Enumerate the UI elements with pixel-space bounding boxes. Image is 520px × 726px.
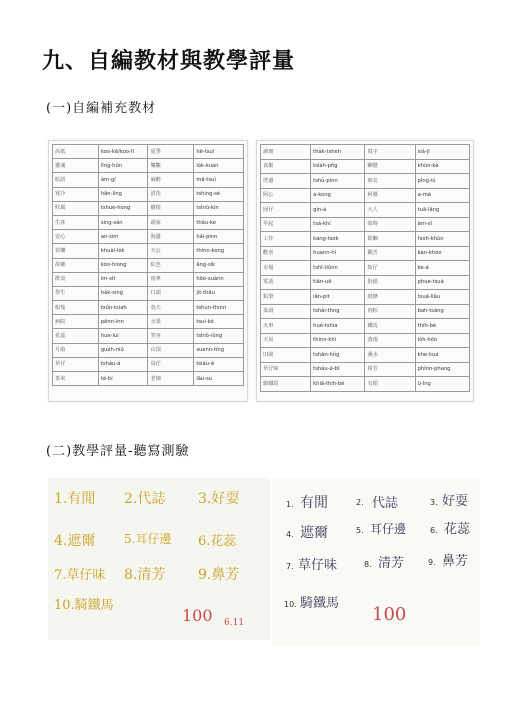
- vocab-romanization-cell: hân-líng: [98, 187, 148, 201]
- vocab-word-cell: 溪水: [365, 348, 415, 363]
- vocab-word-cell: 騎鐵馬: [261, 377, 311, 392]
- dictation-word: 草仔味: [298, 558, 338, 573]
- vocab-word-cell: 落雨: [365, 333, 415, 348]
- score-mark: 100: [372, 604, 407, 625]
- vocab-romanization-cell: hue-luí: [98, 329, 148, 343]
- vocab-word-cell: 海邊: [148, 230, 194, 244]
- vocab-word-cell: 電話: [261, 275, 311, 290]
- section-heading-materials: (一)自編補充教材: [46, 101, 157, 116]
- vocab-word-cell: 艱苦: [365, 246, 415, 261]
- vocab-romanization-cell: iân-pit: [311, 290, 365, 305]
- vocab-word-cell: 日頭: [148, 286, 194, 300]
- vocab-romanization-cell: tsá-khí: [311, 217, 365, 232]
- vocab-romanization-cell: thinn-kong: [194, 244, 244, 258]
- vocab-word-cell: 批紙: [365, 275, 415, 290]
- vocab-word-cell: 紅色: [148, 258, 194, 272]
- table-row: [53, 286, 244, 300]
- vocab-table: [260, 144, 470, 392]
- vocab-romanization-cell: thih-bé: [415, 319, 469, 334]
- vocab-word-cell: 清洗: [148, 187, 194, 201]
- vocab-romanization-cell: an-sim: [98, 230, 148, 244]
- vocab-romanization-cell: hōo-suànn: [194, 272, 244, 286]
- vocab-romanization-cell: thinn-khì: [311, 333, 365, 348]
- vocab-romanization-cell: phīnn-phang: [415, 362, 469, 377]
- vocab-romanization-cell: tha̍k-tsheh: [311, 145, 365, 160]
- section-heading-dictation: (二)教學評量-聽寫測驗: [46, 444, 190, 459]
- vocab-word-cell: 市場: [261, 261, 311, 276]
- vocab-word-cell: 生產: [53, 215, 99, 229]
- item-number: 4.: [286, 530, 294, 539]
- vocab-word-cell: 早起: [261, 217, 311, 232]
- vocab-romanization-cell: hué-tshia: [311, 319, 365, 334]
- vocab-table-left: [48, 140, 248, 402]
- vocab-romanization-cell: tsia̍h-pn̄g: [311, 159, 365, 174]
- vocab-romanization-cell: khuài-lo̍k: [98, 244, 148, 258]
- vocab-word-cell: 睏覺: [365, 159, 415, 174]
- vocab-word-cell: 鐵馬: [365, 319, 415, 334]
- dictation-word: 9.鼻芳: [198, 567, 240, 583]
- vocab-word-cell: 安心: [53, 230, 99, 244]
- vocab-word-cell: 寒冷: [53, 187, 99, 201]
- dictation-scan-right: [272, 478, 480, 646]
- table-row: [53, 357, 244, 371]
- dictation-word: 鼻芳: [442, 554, 469, 569]
- vocab-word-cell: 月娘: [53, 343, 99, 357]
- vocab-word-cell: 頭家: [148, 215, 194, 229]
- table-row: [53, 159, 244, 173]
- vocab-word-cell: 火車: [261, 319, 311, 334]
- vocab-romanization-cell: tsiáu-á: [194, 357, 244, 371]
- vocab-romanization-cell: tsuá-liâu: [415, 290, 469, 305]
- dictation-word: 1.有閒: [54, 491, 96, 507]
- vocab-word-cell: 樂觀: [148, 159, 194, 173]
- vocab-romanization-cell: bah-tsàng: [415, 304, 469, 319]
- vocab-word-cell: 鼻芳: [365, 362, 415, 377]
- vocab-word-cell: 歡喜: [261, 246, 311, 261]
- vocab-word-cell: 吹風: [53, 201, 99, 215]
- vocab-romanization-cell: ím-si̍t: [98, 272, 148, 286]
- table-row: [261, 377, 470, 392]
- vocab-word-cell: 春天: [148, 301, 194, 315]
- vocab-romanization-cell: khùn-kà: [415, 159, 469, 174]
- dictation-scan-left: [48, 478, 270, 640]
- vocab-romanization-cell: tshài-thng: [311, 304, 365, 319]
- vocab-romanization-cell: tshân-hn̂g: [311, 348, 365, 363]
- vocab-romanization-cell: àm-gí: [98, 173, 148, 187]
- vocab-romanization-cell: kòo-hiong: [98, 258, 148, 272]
- item-number: 9.: [428, 558, 436, 567]
- vocab-word-cell: 故鄉: [53, 258, 99, 272]
- vocab-romanization-cell: ha̍k-sing: [98, 286, 148, 300]
- vocab-word-cell: 高低: [53, 145, 99, 159]
- vocab-romanization-cell: tshing-sé: [194, 187, 244, 201]
- table-row: [261, 217, 470, 232]
- vocab-word-cell: 厝邊: [261, 174, 311, 189]
- item-number: 5.: [356, 526, 364, 535]
- dictation-word: 2.代誌: [124, 491, 166, 507]
- vocab-romanization-cell: gín-á: [311, 203, 365, 218]
- vocab-romanization-cell: lo̍h-hōo: [415, 333, 469, 348]
- table-row: [53, 343, 244, 357]
- item-number: 7.: [286, 562, 294, 571]
- vocab-romanization-cell: tshù-pinn: [311, 174, 365, 189]
- table-row: [53, 372, 244, 386]
- vocab-romanization-cell: âng-sik: [194, 258, 244, 272]
- dictation-word: 8.清芳: [124, 567, 166, 583]
- vocab-word-cell: 菜湯: [261, 304, 311, 319]
- vocab-word-cell: 囡仔: [261, 203, 311, 218]
- item-number: 2.: [356, 498, 364, 507]
- vocab-word-cell: 朋友: [365, 174, 415, 189]
- table-row: [53, 258, 244, 272]
- vocab-romanization-cell: pîng-iú: [415, 174, 469, 189]
- vocab-word-cell: 肉粽: [365, 304, 415, 319]
- vocab-word-cell: 快樂: [53, 244, 99, 258]
- vocab-romanization-cell: suann-tíng: [194, 343, 244, 357]
- table-row: [261, 203, 470, 218]
- vocab-word-cell: 樹根: [148, 201, 194, 215]
- vocab-word-cell: 學生: [53, 286, 99, 300]
- vocab-word-cell: 暗語: [53, 173, 99, 187]
- vocab-romanization-cell: pēnn-īnn: [98, 315, 148, 329]
- vocab-word-cell: 夏季: [148, 145, 194, 159]
- item-number: 10.: [284, 600, 297, 609]
- score-mark: 100: [182, 606, 213, 625]
- vocab-romanization-cell: gue̍h-niû: [98, 343, 148, 357]
- vocab-romanization-cell: hē-tsuī: [194, 145, 244, 159]
- table-row: [261, 188, 470, 203]
- vocab-romanization-cell: lāu-su: [194, 372, 244, 386]
- vocab-table-right: [256, 140, 474, 402]
- vocab-romanization-cell: hioh-khùn: [415, 232, 469, 247]
- vocab-romanization-cell: thâu-ke: [194, 215, 244, 229]
- table-row: [53, 187, 244, 201]
- dictation-word: 4.遮爾: [54, 533, 96, 549]
- vocab-word-cell: 天氣: [261, 333, 311, 348]
- vocab-word-cell: 田園: [261, 348, 311, 363]
- vocab-romanization-cell: tshī-tiûnn: [311, 261, 365, 276]
- dictation-word: 遮爾: [300, 525, 328, 541]
- vocab-word-cell: 笑容: [148, 329, 194, 343]
- vocab-romanization-cell: huann-hí: [311, 246, 365, 261]
- table-row: [261, 174, 470, 189]
- vocab-word-cell: 船隻: [53, 301, 99, 315]
- vocab-romanization-cell: mâ-tsuì: [194, 173, 244, 187]
- vocab-romanization-cell: kan-khóo: [415, 246, 469, 261]
- table-row: [261, 304, 470, 319]
- table-row: [261, 159, 470, 174]
- vocab-word-cell: 有閒: [365, 377, 415, 392]
- vocab-romanization-cell: hái-pinn: [194, 230, 244, 244]
- vocab-romanization-cell: lîng-hûn: [98, 159, 148, 173]
- vocab-word-cell: 草仔: [53, 357, 99, 371]
- vocab-romanization-cell: koo-kē/koo-lī: [98, 145, 148, 159]
- table-row: [53, 215, 244, 229]
- dictation-word: 好耍: [442, 494, 469, 509]
- vocab-word-cell: 工作: [261, 232, 311, 247]
- table-row: [261, 261, 470, 276]
- vocab-table: [52, 144, 244, 386]
- vocab-word-cell: 麻醉: [148, 173, 194, 187]
- table-row: [261, 362, 470, 377]
- vocab-romanization-cell: a-kong: [311, 188, 365, 203]
- vocab-word-cell: 紙條: [365, 290, 415, 305]
- table-row: [53, 201, 244, 215]
- vocab-word-cell: 天公: [148, 244, 194, 258]
- table-row: [261, 290, 470, 305]
- vocab-word-cell: 歇睏: [365, 232, 415, 247]
- vocab-romanization-cell: tuā-lâng: [415, 203, 469, 218]
- table-row: [261, 145, 470, 160]
- table-row: [261, 232, 470, 247]
- vocab-word-cell: 鉛筆: [261, 290, 311, 305]
- dictation-word: 清芳: [378, 556, 405, 571]
- table-row: [261, 319, 470, 334]
- vocab-romanization-cell: àm-sî: [415, 217, 469, 232]
- vocab-romanization-cell: tsháu-á-bī: [311, 362, 365, 377]
- vocab-romanization-cell: kang-tsok: [311, 232, 365, 247]
- dictation-word: 5.耳仔邊: [124, 532, 172, 546]
- vocab-word-cell: 街仔: [365, 261, 415, 276]
- vocab-romanization-cell: sing-sán: [98, 215, 148, 229]
- vocab-word-cell: 花蕊: [53, 329, 99, 343]
- table-row: [53, 329, 244, 343]
- table-row: [53, 272, 244, 286]
- vocab-word-cell: 病院: [53, 315, 99, 329]
- table-row: [261, 348, 470, 363]
- dictation-word: 代誌: [372, 496, 399, 511]
- vocab-word-cell: 寫字: [365, 145, 415, 160]
- dictation-word: 騎鐵馬: [300, 596, 340, 611]
- table-row: [261, 333, 470, 348]
- dictation-word: 6.花蕊: [198, 534, 237, 549]
- vocab-romanization-cell: tsûn-tsiah: [98, 301, 148, 315]
- dictation-word: 花蕊: [444, 522, 471, 537]
- vocab-romanization-cell: phue-tsuá: [415, 275, 469, 290]
- vocab-romanization-cell: khiâ-thih-bé: [311, 377, 365, 392]
- vocab-romanization-cell: tê-bí: [98, 372, 148, 386]
- vocab-word-cell: 茶米: [53, 372, 99, 386]
- dictation-word: 3.好耍: [198, 491, 240, 507]
- date-mark: 6.11: [224, 618, 245, 628]
- vocab-word-cell: 雨傘: [148, 272, 194, 286]
- dictation-word: 10.騎鐵馬: [54, 598, 114, 613]
- vocab-word-cell: 讀冊: [261, 145, 311, 160]
- table-row: [53, 244, 244, 258]
- vocab-word-cell: 靈魂: [53, 159, 99, 173]
- item-number: 8.: [364, 560, 372, 569]
- vocab-word-cell: 水果: [148, 315, 194, 329]
- vocab-word-cell: 飲食: [53, 272, 99, 286]
- vocab-word-cell: 鳥仔: [148, 357, 194, 371]
- vocab-word-cell: 草仔味: [261, 362, 311, 377]
- vocab-romanization-cell: tshiò-iông: [194, 329, 244, 343]
- item-number: 3.: [430, 498, 438, 507]
- vocab-romanization-cell: tiān-uē: [311, 275, 365, 290]
- vocab-word-cell: 阿公: [261, 188, 311, 203]
- vocab-romanization-cell: tshun-thinn: [194, 301, 244, 315]
- vocab-romanization-cell: lo̍k-kuan: [194, 159, 244, 173]
- vocab-word-cell: 山頂: [148, 343, 194, 357]
- vocab-romanization-cell: tshiū-kin: [194, 201, 244, 215]
- vocab-romanization-cell: siá-jī: [415, 145, 469, 160]
- table-row: [53, 315, 244, 329]
- item-number: 1.: [286, 500, 294, 509]
- vocab-word-cell: 食飯: [261, 159, 311, 174]
- vocab-word-cell: 老師: [148, 372, 194, 386]
- table-row: [53, 301, 244, 315]
- table-row: [261, 275, 470, 290]
- table-row: [53, 145, 244, 159]
- vocab-romanization-cell: tsháu-á: [98, 357, 148, 371]
- dictation-word: 7.草仔味: [54, 568, 106, 583]
- vocab-word-cell: 阿媽: [365, 188, 415, 203]
- table-row: [53, 230, 244, 244]
- vocab-word-cell: 暗時: [365, 217, 415, 232]
- vocab-romanization-cell: ke-á: [415, 261, 469, 276]
- page-title: 九、自編教材與教學評量: [42, 49, 296, 74]
- vocab-romanization-cell: tsuí-kó: [194, 315, 244, 329]
- vocab-romanization-cell: tshue-hong: [98, 201, 148, 215]
- vocab-romanization-cell: ji̍t-thâu: [194, 286, 244, 300]
- dictation-word: 耳仔邊: [370, 522, 407, 536]
- item-number: 6.: [430, 526, 438, 535]
- vocab-romanization-cell: khe-tsuí: [415, 348, 469, 363]
- dictation-word: 有閒: [300, 495, 328, 511]
- vocab-word-cell: 大人: [365, 203, 415, 218]
- table-row: [53, 173, 244, 187]
- vocab-romanization-cell: ū-îng: [415, 377, 469, 392]
- vocab-romanization-cell: a-má: [415, 188, 469, 203]
- table-row: [261, 246, 470, 261]
